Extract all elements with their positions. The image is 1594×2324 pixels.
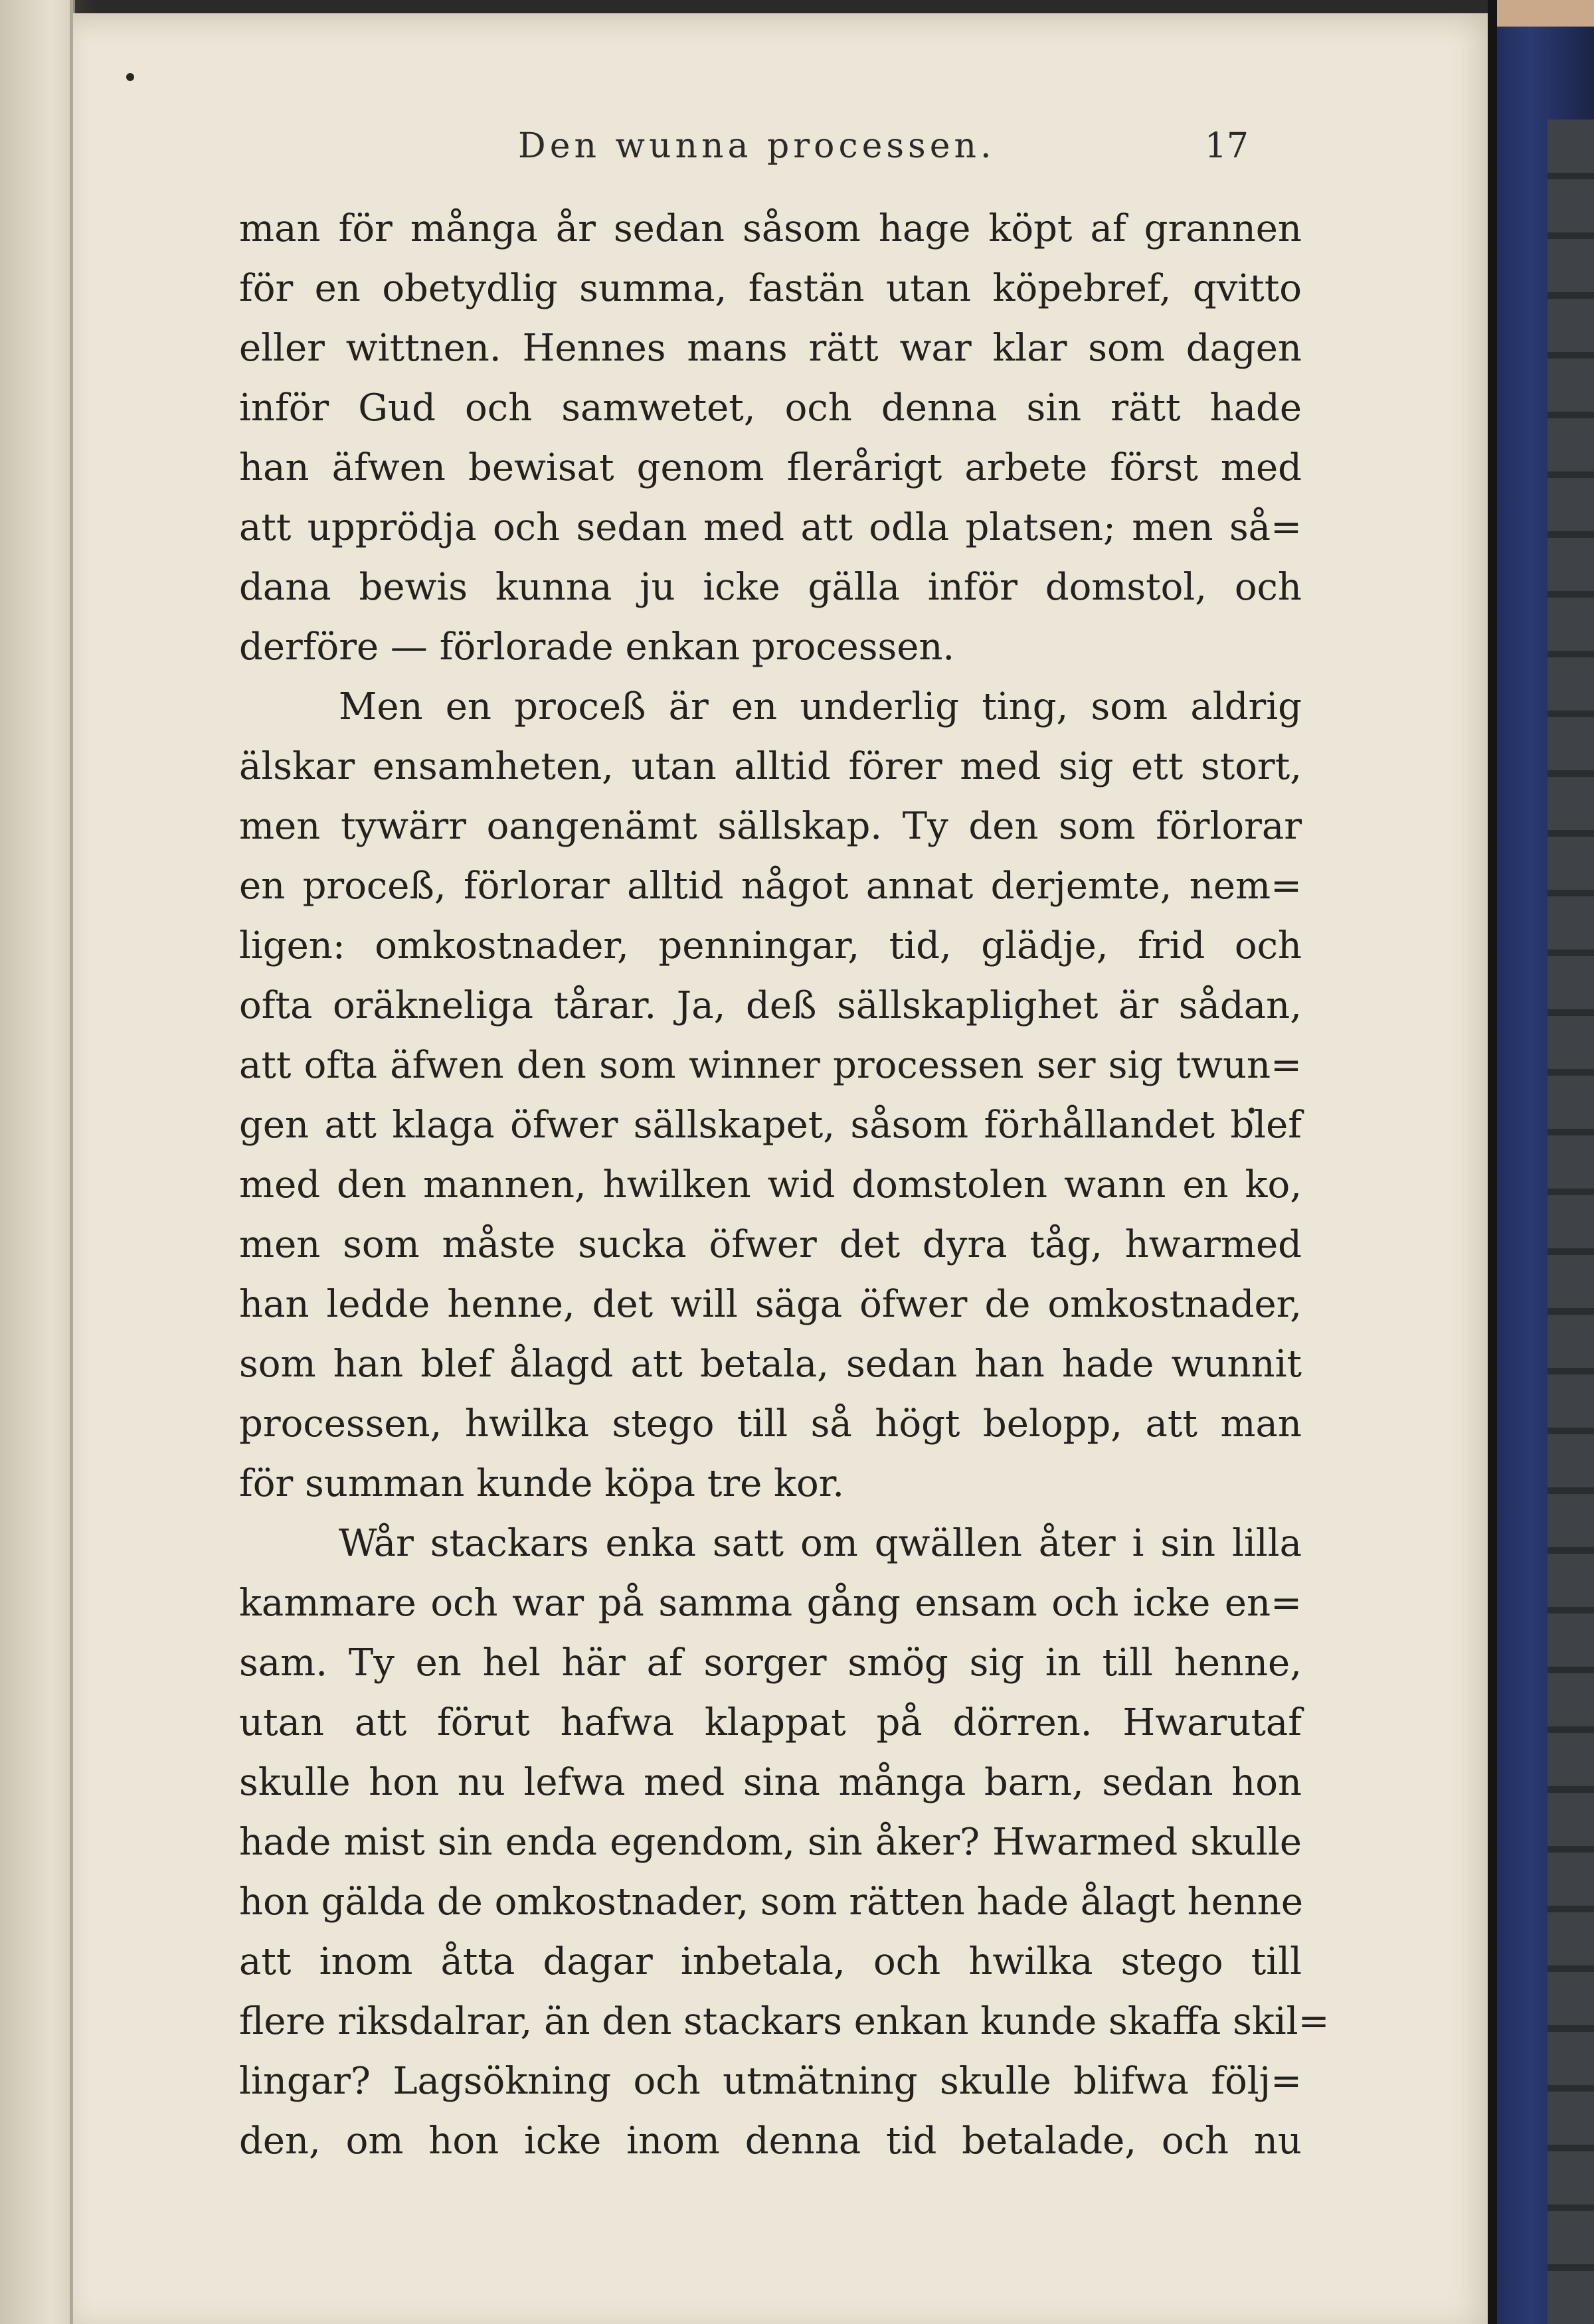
text-line: älskar ensamheten, utan alltid förer med sig ett stort, <box>239 745 1302 788</box>
text-line: att ofta äfwen den som winner processen ser sig twun= <box>239 1044 1302 1087</box>
text-line: att upprödja och sedan med att odla platsen; men så= <box>239 506 1302 549</box>
text-line: för summan kunde köpa tre kor. <box>239 1462 845 1505</box>
text-line: sam. Ty en hel här af sorger smög sig in till henne, <box>239 1641 1302 1685</box>
background-strip <box>1548 120 1594 2324</box>
header-title: Den wunna processen. <box>518 126 996 166</box>
text-line: processen, hwilka stego till så högt belopp, att man <box>239 1402 1302 1446</box>
text-line: att inom åtta dagar inbetala, och hwilka stego till <box>239 1940 1302 1983</box>
text-line: flere riksdalrar, än den stackars enkan kunde skaffa skil= <box>239 2000 1330 2043</box>
text-line: med den mannen, hwilken wid domstolen wann en ko, <box>239 1163 1302 1206</box>
text-line: eller wittnen. Hennes mans rätt war klar som dagen <box>239 327 1302 370</box>
text-line: Men en proceß är en underlig ting, som aldrig <box>339 685 1302 728</box>
background-wood <box>1497 0 1594 27</box>
text-line: inför Gud och samwetet, och denna sin rätt hade <box>239 386 1302 430</box>
text-line: man för många år sedan såsom hage köpt af grannen <box>239 207 1302 250</box>
text-line: kammare och war på samma gång ensam och icke en= <box>239 1582 1302 1625</box>
text-line: utan att förut hafwa klappat på dörren. Hwarutaf <box>239 1701 1302 1744</box>
body-text <box>239 199 1330 2171</box>
text-line: Wår stackars enka satt om qwällen åter i sin lilla <box>339 1522 1302 1565</box>
text-line: men tywärr oangenämt sällskap. Ty den som förlorar <box>239 805 1302 848</box>
text-line: hade mist sin enda egendom, sin åker? Hwarmed skulle <box>239 1821 1302 1864</box>
text-line: han ledde henne, det will säga öfwer de omkostnader, <box>239 1283 1302 1326</box>
text-line: dana bewis kunna ju icke gälla inför domstol, och <box>239 566 1302 609</box>
text-line: skulle hon nu lefwa med sina många barn, sedan hon <box>239 1761 1302 1804</box>
page-speck <box>126 73 134 81</box>
text-line: hon gälda de omkostnader, som rätten hade ålagt henne <box>239 1880 1304 1924</box>
page-number: 17 <box>1204 126 1249 166</box>
text-line: en proceß, förlorar alltid något annat derjemte, nem= <box>239 865 1302 908</box>
text-line: som han blef ålagd att betala, sedan han hade wunnit <box>239 1343 1302 1386</box>
text-line: gen att klaga öfwer sällskapet, såsom förhållandet blef <box>239 1104 1302 1147</box>
running-header <box>239 126 1249 179</box>
text-line: derföre — förlorade enkan processen. <box>239 625 955 669</box>
text-line: för en obetydlig summa, fastän utan köpebref, qvitto <box>239 267 1302 310</box>
text-line: ligen: omkostnader, penningar, tid, glädje, frid och <box>239 924 1302 967</box>
text-line: den, om hon icke inom denna tid betalade, och nu <box>239 2119 1302 2163</box>
left-page-edge <box>0 0 75 2324</box>
cover-edge <box>1488 0 1497 2324</box>
text-line: han äfwen bewisat genom flerårigt arbete först med <box>239 446 1302 489</box>
text-line: ofta oräkneliga tårar. Ja, deß sällskaplighet är sådan, <box>239 984 1302 1027</box>
text-line: men som måste sucka öfwer det dyra tåg, hwarmed <box>239 1223 1302 1266</box>
text-line: lingar? Lagsökning och utmätning skulle blifwa följ= <box>239 2060 1302 2103</box>
